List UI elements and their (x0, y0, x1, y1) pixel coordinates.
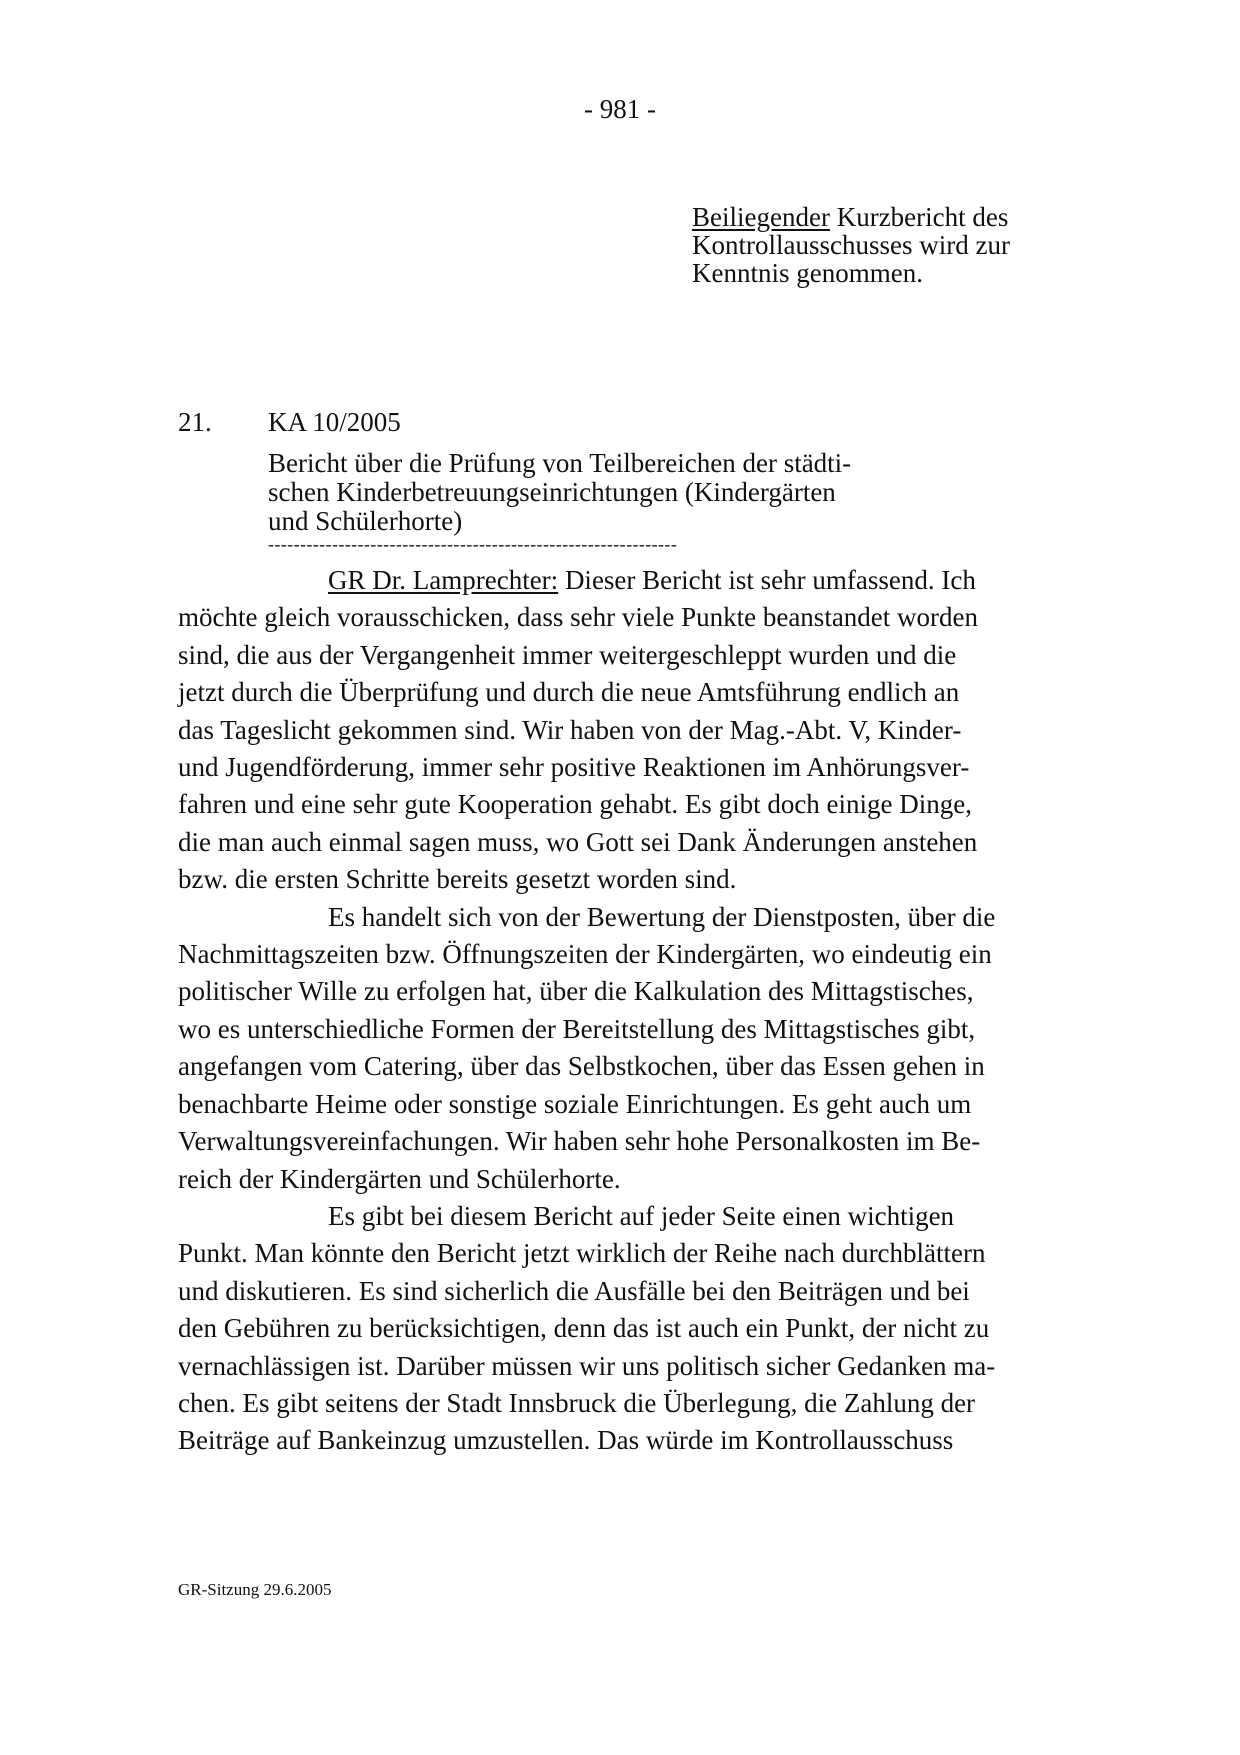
body-line: das Tageslicht gekommen sind. Wir haben von der Mag.-Abt. V, Kinder- (178, 714, 962, 745)
body-line: und diskutieren. Es sind sicherlich die Ausfälle bei den Beiträgen und bei (178, 1275, 970, 1306)
body-line: möchte gleich vorausschicken, dass sehr viele Punkte beanstandet worden (178, 602, 979, 633)
body-line: und Jugendförderung, immer sehr positive Reaktionen im Anhörungsver- (178, 752, 970, 783)
body-line: wo es unterschiedliche Formen der Bereitstellung des Mittagstisches gibt, (178, 1013, 976, 1044)
agenda-item-subject (268, 449, 968, 536)
paragraph-1-first-text: Dieser Bericht ist sehr umfassend. Ich (558, 565, 976, 595)
page-number: - 981 - (584, 94, 656, 124)
separator-line: ---------------------------------------------------------------- (268, 534, 678, 554)
resolution-line-1 (692, 203, 1162, 231)
body-line: Es gibt bei diesem Bericht auf jeder Seite einen wichtigen (328, 1200, 955, 1231)
body-line: Punkt. Man könnte den Bericht jetzt wirklich der Reihe nach durchblättern (178, 1238, 986, 1269)
body-line: benachbarte Heime oder sonstige soziale Einrichtungen. Es geht auch um (178, 1088, 972, 1119)
resolution-underlined-word: Beiliegender (692, 202, 830, 232)
paragraph-1-first-line (178, 562, 1078, 599)
footer-session-date: GR-Sitzung 29.6.2005 (178, 1580, 332, 1599)
body-line: Es handelt sich von der Bewertung der Dienstposten, über die (328, 901, 996, 932)
resolution-line-1-rest: Kurzbericht des (829, 202, 1009, 232)
body-line: bzw. die ersten Schritte bereits gesetzt worden sind. (178, 864, 737, 895)
subject-line: Bericht über die Prüfung von Teilbereichen der städti- (268, 448, 852, 478)
body-line: die man auch einmal sagen muss, wo Gott sei Dank Änderungen anstehen (178, 826, 978, 857)
agenda-item-number: 21. (178, 407, 212, 437)
resolution-line-2: Kontrollausschusses wird zur (692, 230, 1010, 260)
body-line: den Gebühren zu berücksichtigen, denn das ist auch ein Punkt, der nicht zu (178, 1313, 990, 1344)
body-line: sind, die aus der Vergangenheit immer weitergeschleppt wurden und die (178, 639, 957, 670)
body-line: vernachlässigen ist. Darüber müssen wir uns politisch sicher Gedanken ma- (178, 1350, 996, 1381)
body-line: Beiträge auf Bankeinzug umzustellen. Das würde im Kontrollausschuss (178, 1425, 954, 1456)
body-line: chen. Es gibt seitens der Stadt Innsbruck die Überlegung, die Zahlung der (178, 1387, 976, 1418)
body-line: jetzt durch die Überprüfung und durch die neue Amtsführung endlich an (178, 677, 960, 708)
resolution-note (692, 203, 1162, 287)
resolution-line-3: Kenntnis genommen. (692, 258, 923, 288)
subject-line: schen Kinderbetreuungseinrichtungen (Kindergärten (268, 477, 836, 507)
body-line: fahren und eine sehr gute Kooperation gehabt. Es gibt doch einige Dinge, (178, 789, 973, 820)
agenda-item-code: KA 10/2005 (268, 407, 401, 437)
subject-line: und Schülerhorte) (268, 506, 463, 536)
body-line: politischer Wille zu erfolgen hat, über die Kalkulation des Mittagstisches, (178, 976, 974, 1007)
body-line: angefangen vom Catering, über das Selbstkochen, über das Essen gehen in (178, 1051, 985, 1082)
speech-body (178, 562, 1078, 1460)
body-line: Nachmittagszeiten bzw. Öffnungszeiten der Kindergärten, wo eindeutig ein (178, 939, 992, 970)
body-line: reich der Kindergärten und Schülerhorte. (178, 1163, 621, 1194)
speaker-name: GR Dr. Lamprechter: (328, 565, 559, 595)
body-line: Verwaltungsvereinfachungen. Wir haben sehr hohe Personalkosten im Be- (178, 1126, 981, 1157)
